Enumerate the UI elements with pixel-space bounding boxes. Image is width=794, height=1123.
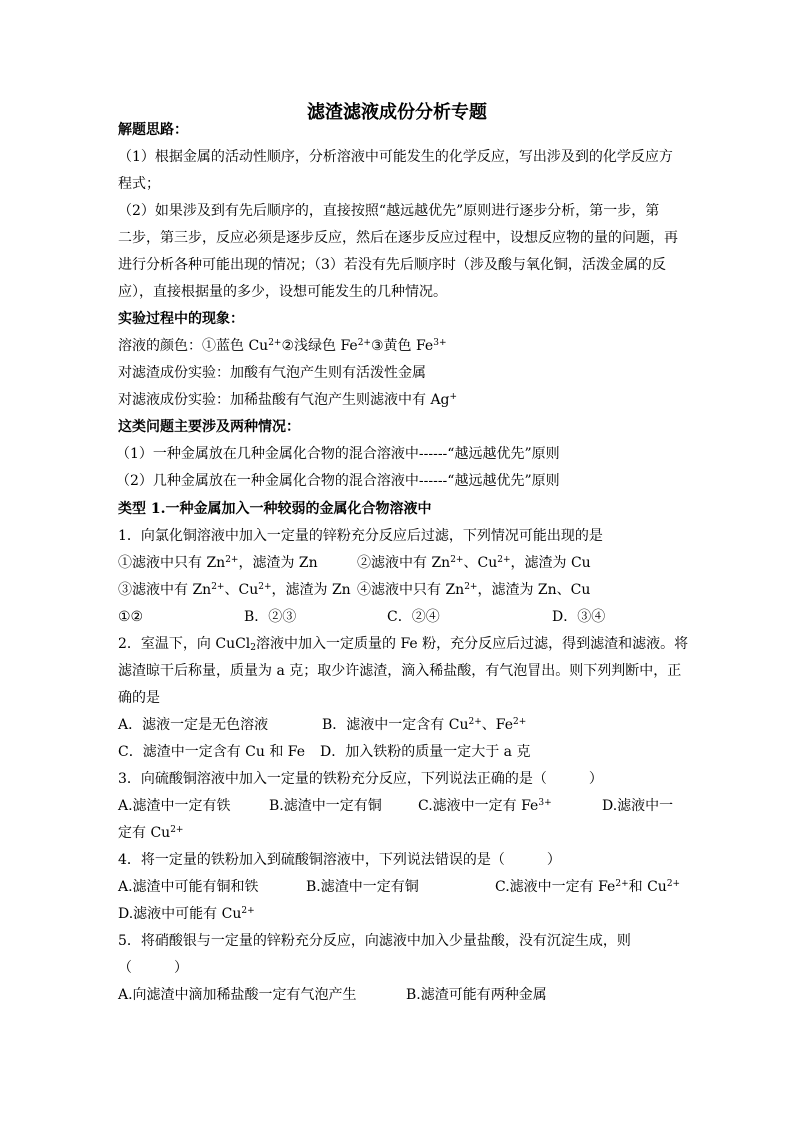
q3-choice-d-continued: 定有 $Cu^{2+}$ <box>118 825 184 841</box>
question-2-stem-line-3: 确的是 <box>118 690 160 706</box>
question-5-answer-paren: （ ） <box>118 960 188 976</box>
question-5-stem: 5．将硝酸银与一定量的锌粉充分反应，向滤液中加入少量盐酸，没有沉淀生成，则 <box>118 933 631 949</box>
section-heading-phenomena: 实验过程中的现象： <box>118 311 244 327</box>
q1-option-4: ④滤液中只有 $Zn^{2+}$，滤渣为 Zn、Cu <box>357 582 591 598</box>
q1-choice-d: D．③④ <box>552 609 606 625</box>
solution-color-line: 溶液的颜色：①蓝色 $Cu^{2+}②$浅绿色 $Fe^{2+}③$黄色 $Fe^{3+}$ <box>118 338 447 354</box>
question-2-stem-line-1: 2．室温下，向 CuCl$_2$溶液中加入一定质量的 Fe 粉，充分反应后过滤，得到滤渣和滤液。将 <box>118 636 689 653</box>
question-3-stem: 3．向硫酸铜溶液中加入一定量的铁粉充分反应，下列说法正确的是（ ） <box>118 771 603 787</box>
paragraph-line: （1）根据金属的活动性顺序，分析溶液中可能发生的化学反应，写出涉及到的化学反应方 <box>118 149 673 165</box>
question-2-stem-line-2: 滤渣晾干后称量，质量为 a 克；取少许滤渣，滴入稀盐酸，有气泡冒出。则下列判断中，正 <box>118 663 682 679</box>
question-4-stem: 4．将一定量的铁粉加入到硫酸铜溶液中，下列说法错误的是（ ） <box>118 852 561 868</box>
q1-option-2: ②滤液中有 $Zn^{2+}$、$Cu^{2+}$，滤渣为 Cu <box>357 555 591 571</box>
case-line: （1）一种金属放在几种金属化合物的混合溶液中------“越远越优先”原则 <box>116 446 560 462</box>
residue-test-line: 对滤渣成份实验：加酸有气泡产生则有活泼性金属 <box>118 365 426 381</box>
q2-choice-d: D．加入铁粉的质量一定大于 a 克 <box>320 744 531 760</box>
q1-option-1: ①滤液中只有 $Zn^{2+}$，滤渣为 Zn <box>118 555 318 571</box>
case-line: （2）几种金属放在一种金属化合物的混合溶液中------“越远越优先”原则 <box>116 473 560 489</box>
q1-choice-b: B．②③ <box>244 609 297 625</box>
q4-choice-b: B.滤渣中一定有铜 <box>306 879 419 895</box>
type-heading: 类型 1.一种金属加入一种较弱的金属化合物溶液中 <box>118 501 432 517</box>
q3-choice-d: D.滤液中一 <box>602 798 674 814</box>
q4-choice-a: A.滤渣中可能有铜和铁 <box>118 879 259 895</box>
q2-choice-a: A．滤液一定是无色溶液 <box>118 717 269 733</box>
q1-choice-a: ①② <box>118 609 144 625</box>
paragraph-line: 应），直接根据量的多少，设想可能发生的几种情况。 <box>118 284 447 300</box>
q3-choice-a: A.滤渣中一定有铁 <box>118 798 231 814</box>
page-title: 滤渣滤液成份分析专题 <box>307 102 487 123</box>
paragraph-line: 二步，第三步，反应必须是逐步反应，然后在逐步反应过程中，设想反应物的量的问题，再 <box>118 230 678 246</box>
section-heading-approach: 解题思路： <box>118 122 188 138</box>
q4-choice-d: D.滤液中可能有 $Cu^{2+}$ <box>118 906 255 922</box>
q5-choice-a: A.向滤渣中滴加稀盐酸一定有气泡产生 <box>118 987 357 1003</box>
q3-choice-b: B.滤渣中一定有铜 <box>269 798 382 814</box>
filtrate-test-line: 对滤液成份实验：加稀盐酸有气泡产生则滤液中有 Ag+ <box>118 392 458 408</box>
q2-choice-c: C．滤渣中一定含有 Cu 和 Fe <box>118 744 306 760</box>
paragraph-line: 程式； <box>118 176 160 192</box>
q1-option-3: ③滤液中有 $Zn^{2+}$、$Cu^{2+}$，滤渣为 Zn <box>118 582 351 598</box>
section-heading-cases: 这类问题主要涉及两种情况： <box>118 419 300 435</box>
paragraph-line: 进行分析各种可能出现的情况；（3）若没有先后顺序时（涉及酸与氧化铜，活泼金属的反 <box>118 257 666 273</box>
q5-choice-b: B.滤渣可能有两种金属 <box>406 987 547 1003</box>
q4-choice-c: C.滤液中一定有 $Fe^{2+}$和 $Cu^{2+}$ <box>495 879 681 895</box>
question-1-stem: 1．向氯化铜溶液中加入一定量的锌粉充分反应后过滤，下列情况可能出现的是 <box>118 528 603 544</box>
q1-choice-c: C．②④ <box>387 609 440 625</box>
q3-choice-c: C.滤液中一定有 $Fe^{3+}$ <box>418 798 552 814</box>
q2-choice-b: B．滤液中一定含有 $Cu^{2+}$、$Fe^{2+}$ <box>322 717 527 733</box>
paragraph-line: （2）如果涉及到有先后顺序的，直接按照“越远越优先”原则进行逐步分析，第一步，第 <box>118 203 660 219</box>
